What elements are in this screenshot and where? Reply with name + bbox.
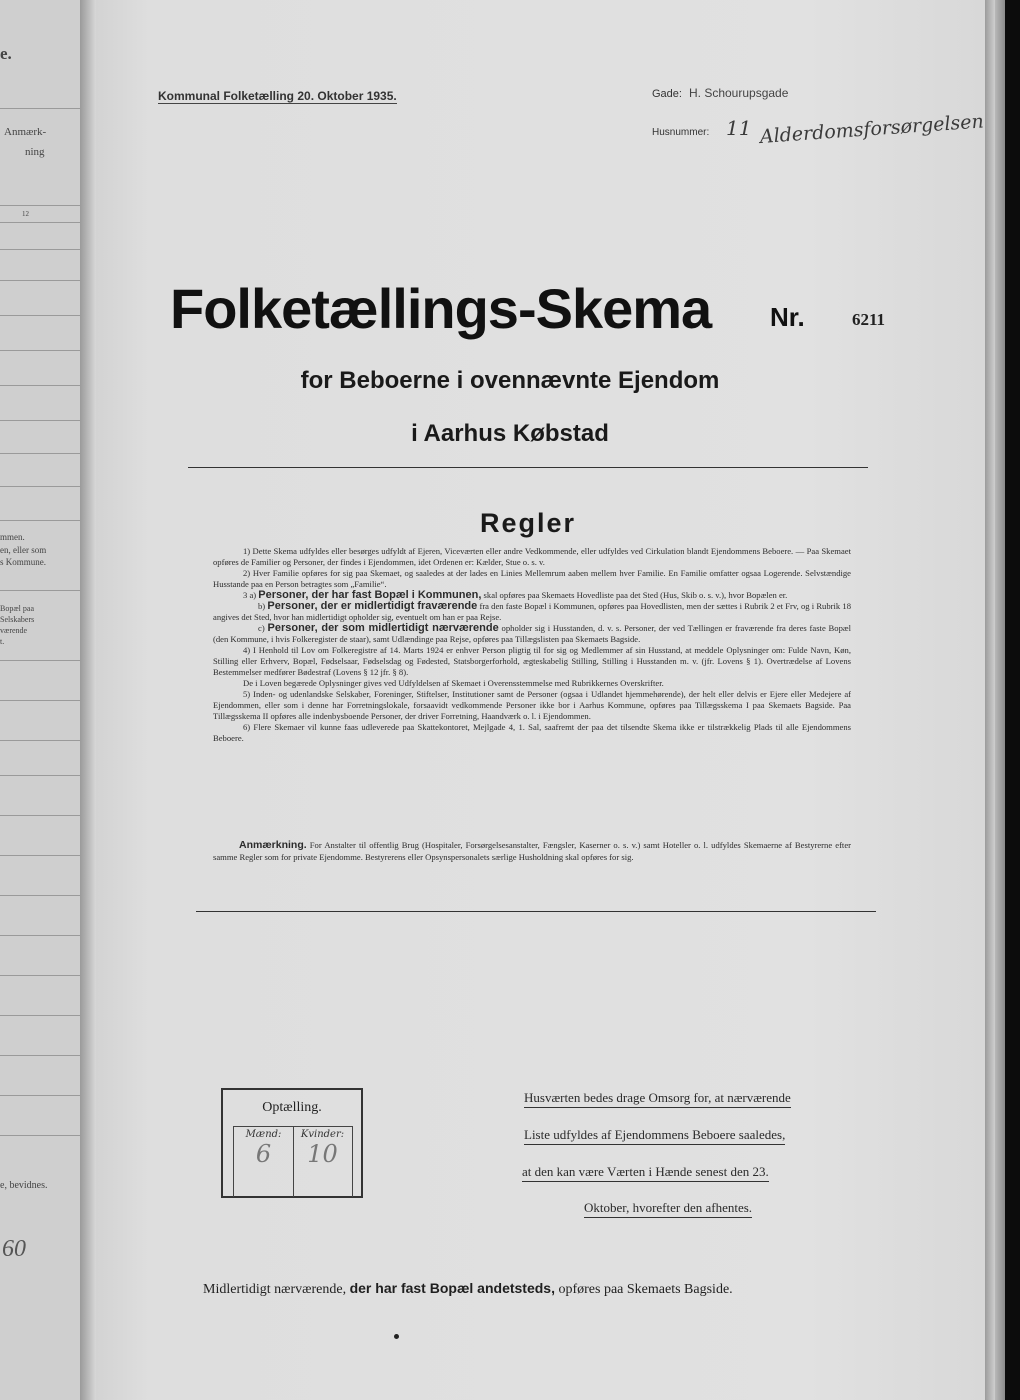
rule-2: 2) Hver Familie opføres for sig paa Skemaet, og saaledes at der lades en Linies Mellemrum aaben mellem hver Familie. En Familie omfatter ogsaa Logerende. Selvstændige Husstande paa en Person betragtes som „Familie“.: [213, 568, 851, 589]
rule-3a: 3 a) Personer, der har fast Bopæl i Kommunen, skal opføres paa Skemaets Hovedliste paa det Sted (Hus, Skib o. s. v.), hvor Bopælen er.: [243, 589, 788, 601]
note-paragraph: [213, 840, 851, 863]
rule-4b: De i Loven begærede Oplysninger gives ved Udfyldelsen af Skemaet i Overensstemmelse med Rubrikkernes Overskrifter.: [243, 678, 664, 688]
left-fragment-text: Bopæl paa: [0, 604, 34, 613]
rule-5: 5) Inden- og udenlandske Selskaber, Foreninger, Stiftelser, Institutioner samt de Personer (ogsaa i Udlandet hjemmehørende), der helt eller delvis er Ejere eller Medejere af Ejendommen, eller som i denne har Forretningslokale, forsaavidt vedkommende Personer ikke bor i Aarhus Kommune, opføres paa Tillægsskema I paa Skemaets Bagside. Paa Tillægsskema II opføres alle indenbysboende Personer, der driver Forretning, Haandværk o. l. i Ejendommen.: [213, 689, 851, 721]
form-title: Folketællings-Skema: [170, 277, 712, 340]
left-fragment-text: t.: [0, 637, 5, 646]
rules-text: [213, 546, 851, 744]
form-number-value: 6211: [852, 310, 886, 329]
left-column-heading-2: ning: [25, 146, 45, 158]
house-number-label: Husnummer:: [652, 127, 710, 138]
form-subtitle-city: i Aarhus Købstad: [411, 420, 609, 447]
notice-line: at den kan være Værten i Hænde senest den 23.: [522, 1164, 769, 1182]
left-fragment-text: e, bevidnes.: [0, 1180, 48, 1191]
street-label: Gade:: [652, 88, 682, 100]
left-fragment-text: mmen.: [0, 532, 25, 542]
street-value: H. Schourupsgade: [689, 86, 789, 100]
rule-1: 1) Dette Skema udfyldes eller besørges udfyldt af Ejeren, Viceværten eller andre Vedkommende, eller udfyldes ved Cirkulation blandt Ejendommens Beboere. — Paa Skemaet opføres de Familier og Personer, der findes i Ejendommen, idet Ordenen er: Kælder, Stue o. s. v.: [213, 546, 851, 567]
rule-6: 6) Flere Skemaer vil kunne faas udleverede paa Skattekontoret, Mejlgade 4, 1. Sal, saafremt der paa det tilsendte Skema ikke er tilstrækkelig Plads til alle Ejendommens Beboere.: [213, 722, 851, 743]
left-column-heading: Anmærk-: [4, 126, 47, 138]
women-count-cell: [293, 1127, 352, 1197]
left-fragment-text: en, eller som: [0, 545, 47, 555]
page-edge-stack: [995, 0, 1005, 1400]
form-subtitle: for Beboerne i ovennævnte Ejendom: [300, 367, 720, 394]
left-top-letter: e.: [0, 44, 12, 63]
men-count: 6: [255, 1140, 272, 1168]
notice-line: Oktober, hvorefter den afhentes.: [584, 1200, 752, 1218]
left-column-number: 12: [22, 210, 29, 218]
count-box: [221, 1088, 363, 1198]
left-handwritten-number: 60: [2, 1236, 26, 1262]
count-box-title: Optælling.: [262, 1100, 322, 1115]
left-fragment-text: s Kommune.: [0, 557, 46, 567]
women-count: 10: [307, 1140, 338, 1168]
men-label: Mænd:: [245, 1129, 282, 1140]
ink-dot: [394, 1334, 399, 1339]
house-handwritten-note: Alderdomsforsørgelsen: [759, 110, 985, 148]
notice-line: Husværten bedes drage Omsorg for, at nærværende: [524, 1090, 791, 1108]
divider: [196, 911, 876, 912]
left-fragment-text: værende: [0, 626, 28, 635]
note-label: Anmærkning.: [239, 839, 307, 851]
note-text: For Anstalter til offentlig Brug (Hospitaler, Forsørgelsesanstalter, Fængsler, Kaserner o. s. v.) samt Hoteller o. l. udfyldes Skemaerne af Bestyrerne efter samme Regler som for private Ejendomme. Bestyrerens eller Opsynspersonalets særlige Husholdning skal opføres for sig.: [213, 840, 851, 862]
divider: [188, 467, 868, 468]
notice-line: Liste udfyldes af Ejendommens Beboere saaledes,: [524, 1127, 785, 1145]
left-fragment-text: Selskabers: [0, 615, 35, 624]
page-edge: [985, 0, 995, 1400]
rule-3b: b) Personer, der er midlertidigt fraværende fra den faste Bopæl i Kommunen, opføres paa Hovedlisten, men der sættes i Rubrik 2 et Frv, og i Rubrik 18 angives det Sted, hvor han midlertidigt opholder sig, eventuelt om han er paa Rejse.: [213, 600, 851, 622]
rules-heading: Regler: [480, 508, 577, 538]
census-line: Kommunal Folketælling 20. Oktober 1935.: [158, 89, 397, 103]
left-page-fragment: [0, 0, 83, 1400]
men-count-cell: [234, 1127, 294, 1197]
rule-4: 4) I Henhold til Lov om Folkeregistre af 14. Marts 1924 er enhver Person pligtig til for sig og Medlemmer af sin Husstand, at meddele Oplysninger om: Fulde Navn, Køn, Stilling eller Erhverv, Bopæl, Fødselsaar, Fødselsdag og Fødested, Statsborgerforhold, ægteskabelig Stilling, Stilling i Husstanden m. v. (jfr. Lovens § 1). Overtrædelse af Lovens Bestemmelser medfører Bødestraf (Lovens § 12 jfr. § 8).: [213, 645, 851, 677]
form-number-label: Nr.: [770, 302, 805, 332]
women-label: Kvinder:: [300, 1129, 345, 1140]
background: [1005, 0, 1020, 1400]
house-number-value: 11: [726, 116, 752, 140]
rule-3c: c) Personer, der som midlertidigt nærværende opholder sig i Husstanden, d. v. s. Personer, der ved Tællingen er fraværende fra deres faste Bopæl (den Kommune, i hvis Folkeregister de staar), samt Udlændinge paa Rejse, opføres paa Tillægslisten paa Skemaets Bagside.: [213, 622, 852, 644]
footer-instruction: Midlertidigt nærværende, der har fast Bopæl andetsteds, opføres paa Skemaets Bagside.: [203, 1280, 733, 1297]
